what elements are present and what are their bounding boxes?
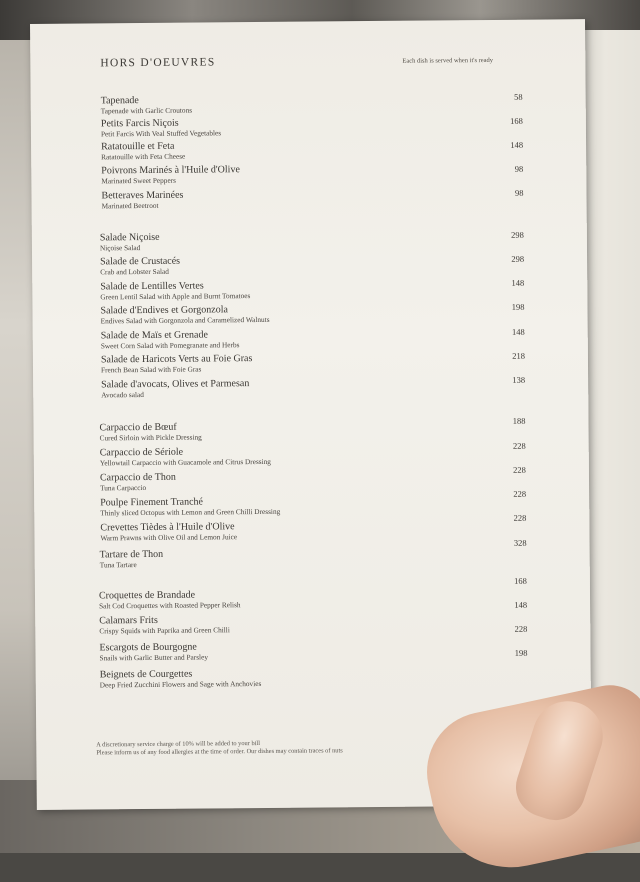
footer-service-charge: A discretionary service charge of 10% will be added to your bill xyxy=(96,740,261,749)
item-name: Beignets de Courgettes xyxy=(99,668,193,681)
item-name: Tapenade xyxy=(100,95,139,107)
item-price: 98 xyxy=(514,163,524,174)
item-description: Crab and Lobster Salad xyxy=(100,266,169,277)
item-name: Betteraves Marinées xyxy=(101,189,184,202)
item-description: Snails with Garlic Butter and Parsley xyxy=(99,652,208,663)
item-description: Deep Fried Zucchini Flowers and Sage with Anchovies xyxy=(99,679,262,690)
item-price: 188 xyxy=(512,415,526,426)
menu-item xyxy=(100,232,160,253)
item-price: 328 xyxy=(513,537,527,548)
item-name: Salade de Haricots Verts au Foie Gras xyxy=(100,353,253,366)
menu-item xyxy=(100,256,180,277)
item-name: Tartare de Thon xyxy=(99,548,164,561)
menu-item xyxy=(100,304,269,325)
menu-item xyxy=(100,446,271,467)
item-name: Salade de Lentilles Vertes xyxy=(100,280,204,293)
item-name: Carpaccio de Bœuf xyxy=(99,421,177,434)
item-price: 198 xyxy=(514,647,528,658)
menu-page xyxy=(30,19,592,810)
item-description: Avocado salad xyxy=(101,390,144,400)
item-name: Poivrons Marinés à l'Huile d'Olive xyxy=(101,164,240,177)
item-price: 138 xyxy=(512,374,526,385)
menu-item xyxy=(99,614,230,635)
item-price: 228 xyxy=(514,623,528,634)
footer-allergy-note: Please inform us of any food allergies at the time of order. Our dishes may contain traces of nuts xyxy=(96,747,343,757)
menu-item xyxy=(101,95,192,116)
menu-item xyxy=(101,378,249,399)
menu-item xyxy=(100,496,280,518)
menu-item xyxy=(101,117,221,138)
item-description: French Bean Salad with Foie Gras xyxy=(100,364,202,375)
item-name: Ratatouille et Feta xyxy=(101,140,175,153)
item-description: Marinated Sweet Peppers xyxy=(101,175,176,186)
item-name: Salade Niçoise xyxy=(99,231,160,244)
footer-notes xyxy=(96,739,343,757)
item-description: Thinly sliced Octopus with Lemon and Green Chilli Dressing xyxy=(100,506,281,518)
item-name: Salade d'avocats, Olives et Parmesan xyxy=(101,378,250,391)
menu-item xyxy=(100,668,262,689)
menu-item xyxy=(101,141,185,162)
item-description: Niçoise Salad xyxy=(99,243,141,253)
item-price: 168 xyxy=(510,115,523,126)
item-name: Salade de Maïs et Grenade xyxy=(100,329,208,342)
menu-item xyxy=(100,549,164,570)
item-description: Sweet Corn Salad with Pomegranate and Herbs xyxy=(100,340,240,351)
item-name: Crevettes Tièdes à l'Huile d'Olive xyxy=(100,521,235,534)
item-description: Crispy Squids with Paprika and Green Chilli xyxy=(99,625,230,636)
item-description: Tuna Tartare xyxy=(99,560,137,570)
item-description: Endives Salad with Gorgonzola and Caramelized Walnuts xyxy=(100,314,270,326)
item-name: Calamars Frits xyxy=(99,614,158,627)
item-name: Salade de Crustacés xyxy=(100,255,181,268)
menu-item xyxy=(101,329,240,350)
menu-item xyxy=(101,164,240,185)
item-price: 98 xyxy=(514,187,524,198)
item-description: Salt Cod Croquettes with Roasted Pepper Relish xyxy=(99,600,241,611)
menu-item xyxy=(99,641,208,662)
item-description: Marinated Beetroot xyxy=(101,200,159,211)
item-price: 298 xyxy=(511,253,525,264)
menu-item xyxy=(101,190,183,211)
item-name: Petits Farcis Niçois xyxy=(100,117,179,130)
item-price: 228 xyxy=(512,440,526,451)
menu-item xyxy=(99,589,241,610)
section-title: HORS D'OEUVRES xyxy=(100,56,216,70)
menu-item xyxy=(101,353,253,374)
item-price: 58 xyxy=(514,91,523,102)
item-price: 228 xyxy=(513,464,526,475)
item-name: Poulpe Finement Tranché xyxy=(100,496,204,509)
item-price: 228 xyxy=(513,512,527,523)
item-price: 198 xyxy=(511,301,525,312)
item-description: Tuna Carpaccio xyxy=(100,483,147,493)
item-description: Ratatouille with Feta Cheese xyxy=(101,151,186,162)
item-price: 148 xyxy=(510,139,524,150)
item-description: Green Lentil Salad with Apple and Burnt Tomatoes xyxy=(100,291,251,302)
item-description: Cured Sirloin with Pickle Dressing xyxy=(99,432,202,443)
item-price: 168 xyxy=(514,575,527,586)
item-price: 298 xyxy=(511,229,524,240)
menu-item xyxy=(100,280,250,301)
item-name: Croquettes de Brandade xyxy=(98,589,196,602)
menu-item xyxy=(100,521,237,542)
item-description: Tapenade with Garlic Croutons xyxy=(100,105,193,116)
item-price: 148 xyxy=(511,326,525,337)
item-name: Carpaccio de Sériole xyxy=(99,446,184,459)
item-price: 218 xyxy=(512,350,525,361)
item-description: Warm Prawns with Olive Oil and Lemon Juice xyxy=(100,532,238,543)
item-name: Escargots de Bourgogne xyxy=(99,641,197,654)
item-price: 148 xyxy=(511,277,525,288)
item-name: Salade d'Endives et Gorgonzola xyxy=(100,304,228,317)
item-name: Carpaccio de Thon xyxy=(99,471,176,484)
item-price: 148 xyxy=(514,599,528,610)
menu-item xyxy=(99,422,201,443)
menu-item xyxy=(100,472,176,493)
item-price: 228 xyxy=(513,488,527,499)
header-note: Each dish is served when it's ready xyxy=(402,56,494,65)
item-description: Yellowtail Carpaccio with Guacamole and Citrus Dressing xyxy=(99,456,271,468)
item-description: Petit Farcis With Veal Stuffed Vegetables xyxy=(100,128,222,139)
